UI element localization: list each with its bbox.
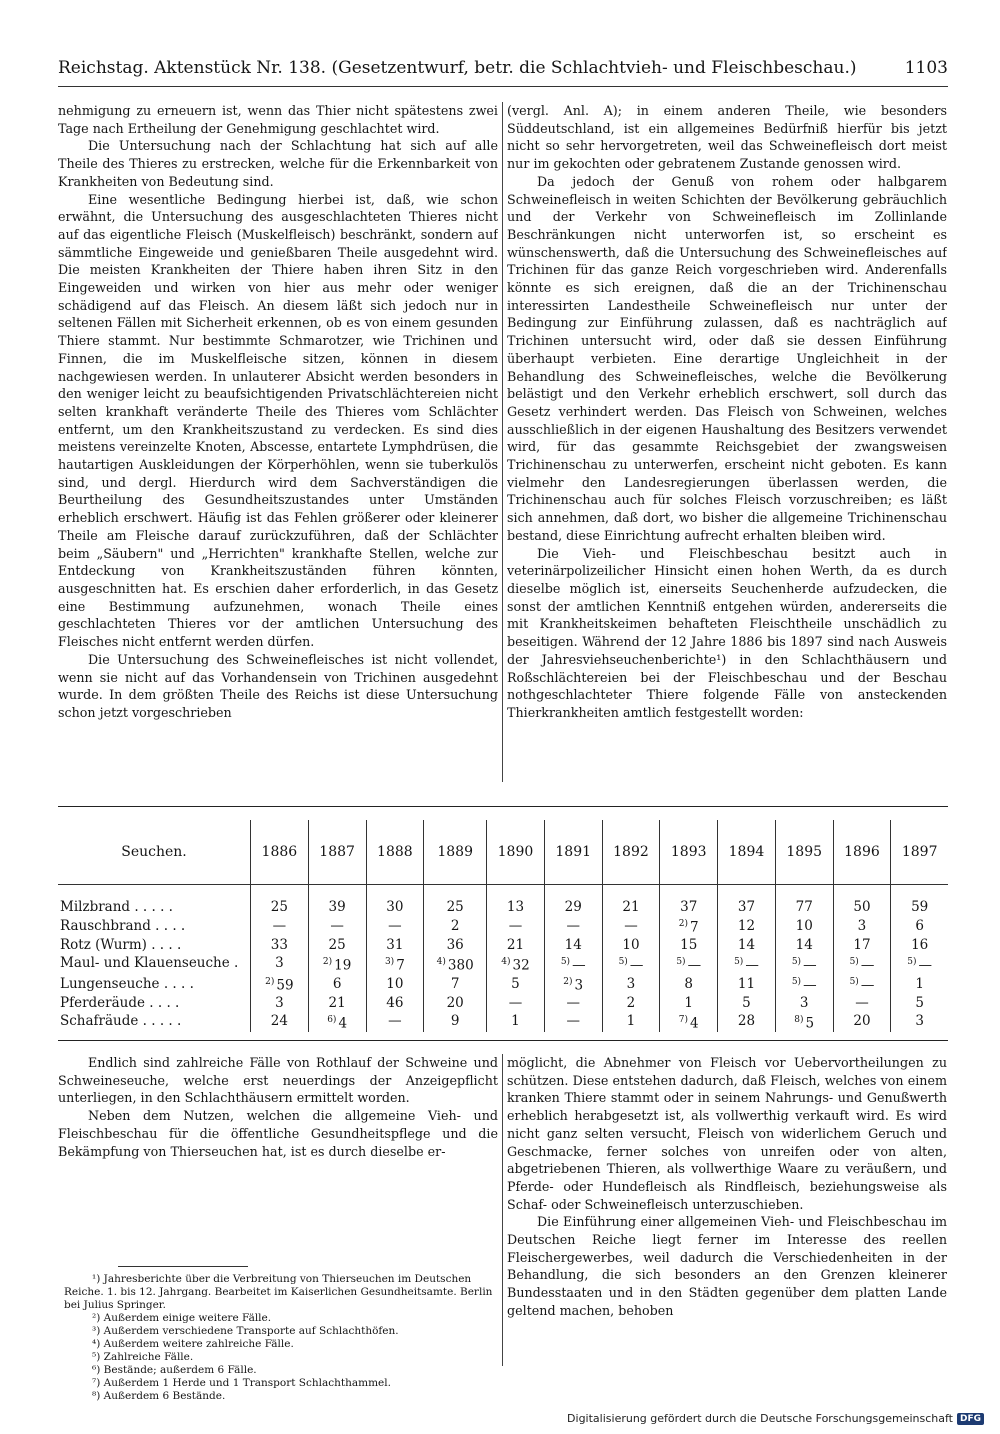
footnotes (58, 1266, 498, 1403)
cell-value: 17 (853, 936, 871, 953)
cell-value: 14 (737, 936, 756, 953)
table-cell (775, 954, 833, 975)
cell-value: 1 (626, 1013, 636, 1030)
table-cell (775, 885, 833, 917)
cell-value: — (330, 917, 344, 934)
table-cell (602, 974, 660, 995)
table-cell (718, 937, 776, 954)
cell-value: — (272, 917, 287, 934)
cell-value: 20 (446, 994, 464, 1011)
table-row (58, 974, 948, 995)
cell-value: — (566, 994, 580, 1011)
year-header: 1886 (251, 820, 309, 885)
cell-value: 50 (853, 899, 871, 915)
footnote: ⁶) Bestände; außerdem 6 Fälle. (92, 1364, 257, 1376)
table-cell (544, 1012, 602, 1033)
footnote-marker: 5) (791, 977, 802, 987)
year-header: 1894 (718, 820, 776, 885)
table-cell (833, 885, 891, 917)
page-header (58, 58, 948, 87)
table-cell (602, 937, 660, 954)
table-cell (366, 995, 424, 1012)
cell-value: — (508, 994, 523, 1011)
table-cell (308, 916, 366, 937)
table-cell (251, 1012, 309, 1033)
cell-value: 5 (742, 994, 751, 1011)
table-cell (602, 885, 660, 917)
table-cell (718, 916, 776, 937)
table-cell (602, 1012, 660, 1033)
disease-label: Schafräude . . . . . (60, 1013, 182, 1030)
cell-value: 11 (737, 975, 756, 992)
table-cell (602, 954, 660, 975)
cell-value: 4 (338, 1015, 348, 1031)
table-cell (833, 954, 891, 975)
paragraph: nehmigung zu erneuern ist, wenn das Thier nicht spätestens zwei Tage nach Ertheilung der Genehmigung geschlachtet wird. (58, 103, 498, 136)
disease-label: Lungenseuche . . . . (60, 975, 194, 992)
table-cell (366, 885, 424, 917)
table-cell (718, 885, 776, 917)
cell-value: 32 (512, 957, 530, 973)
table-cell (308, 885, 366, 917)
table-cell (833, 916, 891, 937)
left-column-top (58, 102, 498, 784)
table-cell (366, 916, 424, 937)
table-cell (660, 916, 718, 937)
table-cell (602, 995, 660, 1012)
footnote-marker: 8) (794, 1014, 804, 1025)
cell-value: 33 (270, 936, 288, 953)
cell-value: 3 (799, 994, 809, 1011)
paragraph: Endlich sind zahlreiche Fälle von Rothlauf der Schweine und Schweineseuche, welche erst neuerdings der Anzeigepflicht unterliegen, in den Schlachthäusern ermittelt worden. (58, 1055, 498, 1106)
table-cell (891, 954, 948, 975)
footnote-marker: 5) (618, 956, 628, 967)
cell-value: 20 (853, 1013, 871, 1030)
footnote-marker: 5) (907, 956, 917, 967)
table-cell (308, 937, 366, 954)
table-cell (660, 974, 718, 995)
column-divider (502, 1054, 503, 1366)
cell-value: 3 (626, 975, 636, 992)
footnote-separator (118, 1266, 248, 1267)
right-column-bottom (507, 1054, 947, 1366)
cell-value: — (388, 917, 402, 934)
left-column-bottom (58, 1054, 498, 1256)
footnote-marker: 4) (501, 956, 511, 967)
cell-value: 21 (328, 994, 346, 1011)
table-cell (718, 974, 776, 995)
table-cell (487, 995, 545, 1012)
footnote-marker: 2) (563, 977, 573, 987)
cell-value: 28 (737, 1013, 756, 1030)
cell-value: 59 (276, 977, 294, 994)
table-cell (308, 954, 366, 975)
footnote-marker: 6) (327, 1014, 337, 1025)
year-header: 1888 (366, 820, 424, 885)
column-divider (502, 102, 503, 782)
table-cell (775, 1012, 833, 1033)
table-bottom-rule (58, 1040, 948, 1041)
table-cell (424, 916, 487, 937)
table-cell (308, 1012, 366, 1033)
cell-value: 2 (450, 917, 460, 934)
cell-value: — (745, 957, 759, 973)
cell-value: 12 (737, 917, 756, 934)
table-cell (660, 995, 718, 1012)
cell-value: 6 (915, 917, 924, 934)
cell-value: 1 (511, 1013, 520, 1030)
cell-value: 37 (680, 899, 698, 915)
table-cell (366, 937, 424, 954)
disease-label: Rotz (Wurm) . . . . (60, 936, 182, 953)
table-header-label: Seuchen. (58, 820, 251, 885)
table-cell (424, 885, 487, 917)
footnote-marker: 5) (849, 977, 859, 987)
table-cell (660, 885, 718, 917)
cell-value: 1 (684, 994, 693, 1011)
cell-value: 3 (857, 917, 867, 934)
table-cell (718, 995, 776, 1012)
cell-value: 380 (447, 957, 474, 973)
table-cell (718, 954, 776, 975)
paragraph: möglicht, die Abnehmer von Fleisch vor Uebervortheilungen zu schützen. Diese entstehen dadurch, daß Fleisch, welches von einem kranken Thiere stammt oder in seinem Nahrungs- und Genußwerth erheblich herabgesetzt ist, als vollwerthig verkauft wird. Es wird nicht ganz selten versucht, Fleisch von widerlichem Geruch und Geschmacke, ferner solches von unreifen oder von alten, abgetriebenen Thieren, als vollwerthige Waare zu veräußern, und Pferde- oder Hundefleisch als Rindfleisch, beziehungsweise als Schaf- oder Schweinefleisch unterzuschieben. (507, 1055, 947, 1212)
footnote-marker: 5) (560, 956, 571, 967)
table-cell (251, 916, 309, 937)
year-header: 1887 (308, 820, 366, 885)
year-header: 1891 (544, 820, 602, 885)
table-cell (251, 974, 309, 995)
table-cell (487, 1012, 545, 1033)
paragraph: Die Untersuchung nach der Schlachtung hat sich auf alle Theile des Thieres zu erstrecken, welche für die Erkennbarkeit von Krankheiten von Bedeutung sind. (58, 138, 498, 189)
table-cell (544, 974, 602, 995)
paragraph: Die Einführung einer allgemeinen Vieh- und Fleischbeschau im Deutschen Reiche liegt ferner im Interesse des reellen Fleischergewerbes, weil dadurch die Verschiedenheiten in der Behandlung, die sich besonders an den Grenzen kleinerer Bundesstaaten und in den Städten gegenüber dem platten Lande geltend machen, behoben (507, 1214, 947, 1318)
table-row (58, 995, 948, 1012)
table-body (58, 885, 948, 1033)
table-cell (544, 995, 602, 1012)
cell-value: — (388, 1013, 402, 1030)
table-cell (366, 954, 424, 975)
cell-value: — (629, 957, 644, 973)
table-cell (660, 954, 718, 975)
footnote: ⁴) Außerdem weitere zahlreiche Fälle. (92, 1338, 294, 1350)
table-cell (544, 885, 602, 917)
cell-value: 14 (564, 936, 582, 953)
cell-value: 7 (690, 919, 699, 936)
table-cell (833, 974, 891, 995)
table-cell (775, 974, 833, 995)
footer-text: Digitalisierung gefördert durch die Deutsche Forschungsgemeinschaft (567, 1412, 953, 1425)
cell-value: 1 (915, 975, 924, 992)
table-cell (424, 954, 487, 975)
page-number: 1103 (904, 58, 948, 78)
cell-value: 25 (270, 899, 288, 915)
cell-value: 3 (275, 994, 284, 1011)
footnote-marker: 5) (849, 956, 859, 967)
footnote: ⁷) Außerdem 1 Herde und 1 Transport Schlachthammel. (92, 1377, 391, 1389)
table-cell (424, 974, 487, 995)
cell-value: 3 (574, 977, 584, 994)
cell-value: 31 (386, 936, 404, 953)
cell-value: 5 (805, 1015, 815, 1031)
cell-value: — (803, 957, 817, 973)
paragraph: Eine wesentliche Bedingung hierbei ist, daß, wie schon erwähnt, die Untersuchung des ausgeschlachteten Thieres nicht auf das eigentliche Fleisch (Muskelfleisch) beschränkt, sondern auf sämmtliche Eingeweide und genießbaren Theile ausgedehnt wird. Die meisten Krankheiten der Thiere haben ihren Sitz in den Eingeweiden und wirken von hier aus mehr oder weniger schädigend auf das Fleisch. An diesem läßt sich jedoch nur in seltenen Fällen mit Sicherheit erkennen, ob es von einem gesunden Thiere stammt. Nur bestimmte Schmarotzer, wie Trichinen und Finnen, die im Muskelfleische sitzen, können in diesem nachgewiesen werden. In unlauterer Absicht werden besonders in den weniger leicht zu beaufsichtigenden Privatschlächtereien nicht selten krankhaft veränderte Theile des Thieres vom Schlächter entfernt, um den Krankheitszustand zu verdecken. Es sind dies meistens vereinzelte Knoten, Abscesse, entartete Lymphdrüsen, die hautartigen Auskleidungen der Körperhöhlen, wenn sie tuberkulös sind, und dergl. Hierdurch wird dem Sachverständigen die Beurtheilung des Gesundheitszustandes unter Umständen erheblich erschwert. Häufig ist das Fehlen größerer oder kleinerer Theile am Fleische darauf zurückzuführen, daß der Schlächter beim „Säubern" und „Herrichten" krankhafte Stellen, welche zur Entdeckung von Krankheitszuständen führen könnten, ausgeschnitten hat. Es erschien daher erforderlich, in das Gesetz eine Bestimmung aufzunehmen, wonach Theile eines geschlachteten Thieres vor der amtlichen Untersuchung des Fleisches nicht entfernt werden dürfen. (58, 191, 498, 650)
cell-value: 24 (270, 1013, 288, 1030)
table-cell (487, 974, 545, 995)
table-cell (775, 995, 833, 1012)
cell-value: — (860, 957, 875, 973)
cell-value: 46 (386, 994, 404, 1011)
year-header: 1896 (833, 820, 891, 885)
table-cell (891, 937, 948, 954)
table-row (58, 1012, 948, 1033)
table-cell (891, 1012, 948, 1033)
cell-value: — (855, 994, 869, 1011)
footnote-marker: 5) (734, 956, 744, 967)
footnote-marker: 4) (436, 956, 446, 967)
paragraph: (vergl. Anl. A); in einem anderen Theile, wie besonders Süddeutschland, ist ein allgemeines Bedürfniß hierfür bis jetzt nicht so sehr hervorgetreten, weil das Schweinefleisch dort meist nur im gekochten oder gebratenem Zustande genossen wird. (507, 103, 947, 172)
cell-value: 59 (911, 899, 929, 915)
table-cell (891, 995, 948, 1012)
table-cell (833, 937, 891, 954)
table-cell (366, 1012, 424, 1033)
cell-value: — (572, 957, 586, 973)
table-cell (660, 1012, 718, 1033)
footnote: ⁵) Zahlreiche Fälle. (92, 1351, 194, 1363)
table-cell (308, 974, 366, 995)
footnote-marker: 2) (265, 977, 275, 987)
table-cell (487, 937, 545, 954)
year-header: 1895 (775, 820, 833, 885)
footnote-marker: 5) (676, 956, 686, 967)
cell-value: 15 (680, 936, 698, 953)
table-cell (891, 916, 948, 937)
disease-label: Maul- und Klauenseuche . (60, 955, 239, 972)
footnote-marker: 5) (791, 956, 802, 967)
table-row (58, 954, 948, 975)
disease-label: Pferderäude . . . . (60, 994, 180, 1011)
cell-value: 3 (915, 1013, 924, 1030)
footnote: ⁸) Außerdem 6 Bestände. (92, 1390, 226, 1402)
table-row (58, 937, 948, 954)
cell-value: — (803, 977, 817, 994)
table-cell (602, 916, 660, 937)
table-cell (251, 937, 309, 954)
table-cell (891, 885, 948, 917)
dfg-logo: DFG (957, 1413, 984, 1425)
digitization-footer (567, 1412, 984, 1425)
year-header: 1890 (487, 820, 545, 885)
cell-value: — (918, 957, 933, 973)
table-cell (775, 937, 833, 954)
cell-value: 10 (795, 917, 813, 934)
disease-label: Rauschbrand . . . . (60, 917, 186, 934)
table-cell (544, 954, 602, 975)
cell-value: 19 (334, 957, 352, 973)
table-cell (487, 954, 545, 975)
table-cell (833, 1012, 891, 1033)
table-cell (891, 974, 948, 995)
footnote: ¹) Jahresberichte über die Verbreitung von Thierseuchen im Deutschen Reiche. 1. bis 12. Jahrgang. Bearbeitet im Kaiserlichen Gesundheitsamte. Berlin bei Julius Springer. (64, 1273, 493, 1311)
cell-value: — (687, 957, 702, 973)
cell-value: 29 (564, 899, 582, 915)
table-header-row (58, 820, 948, 885)
table-row (58, 885, 948, 917)
cell-value: 7 (450, 975, 460, 992)
table-cell (487, 916, 545, 937)
cell-value: 4 (690, 1015, 699, 1031)
cell-value: — (860, 977, 875, 994)
table-cell (251, 995, 309, 1012)
footnote-marker: 7) (678, 1014, 689, 1025)
table-cell (487, 885, 545, 917)
cell-value: 21 (622, 899, 640, 915)
cell-value: 25 (446, 899, 464, 915)
year-header: 1893 (660, 820, 718, 885)
disease-statistics-table (58, 820, 948, 1032)
cell-value: — (624, 917, 638, 934)
cell-value: 10 (386, 975, 404, 992)
table-cell (833, 995, 891, 1012)
cell-value: 36 (446, 936, 464, 953)
cell-value: 5 (511, 975, 520, 992)
paragraph: Neben dem Nutzen, welchen die allgemeine Vieh- und Fleischbeschau für die öffentliche Gesundheitspflege und die Bekämpfung von Thierseuchen hat, ist es durch dieselbe er- (58, 1108, 498, 1159)
cell-value: 8 (684, 975, 693, 992)
header-title: Reichstag. Aktenstück Nr. 138. (Gesetzentwurf, betr. die Schlachtvieh- und Fleischbeschau.) (58, 58, 857, 78)
footnote-marker: 2) (322, 956, 333, 967)
table-row (58, 916, 948, 937)
table-cell (251, 954, 309, 975)
table-cell (660, 937, 718, 954)
paragraph: Die Untersuchung des Schweinefleisches ist nicht vollendet, wenn sie nicht auf das Vorhandensein von Trichinen ausgedehnt wurde. In dem größten Theile des Reichs ist diese Untersuchung schon jetzt vorgeschrieben (58, 651, 498, 720)
cell-value: 14 (795, 936, 813, 953)
cell-value: 16 (911, 936, 929, 953)
cell-value: — (566, 1013, 580, 1030)
footnote-marker: 3) (384, 956, 395, 967)
cell-value: 39 (328, 899, 346, 915)
table-cell (308, 995, 366, 1012)
cell-value: 77 (795, 899, 813, 915)
table-cell (251, 885, 309, 917)
cell-value: 21 (506, 936, 525, 953)
cell-value: 10 (622, 936, 640, 953)
right-column-top (507, 102, 947, 784)
table-cell (775, 916, 833, 937)
footnote-marker: 2) (678, 919, 689, 929)
paragraph: Da jedoch der Genuß von rohem oder halbgarem Schweinefleisch in weiten Schichten der Bevölkerung gebräuchlich und der Verkehr von Schweinefleisch im Zollinlande Beschränkungen nicht unterworfen ist, so erscheint es wünschenswerth, daß die Untersuchung des Schweinefleisches auf Trichinen für das ganze Reich vorgeschrieben wird. Anderenfalls könnte es sich ereignen, daß die an der Trichinenschau interessirten Landestheile Schweinefleisch nur unter der Bedingung zur Einführung zulassen, daß es nachträglich auf Trichinen untersucht wird, oder daß sie dessen Einführung überhaupt verbieten. Eine derartige Ungleichheit in der Behandlung des Schweinefleisches, welche die Bevölkerung belästigt und den Verkehr erheblich erschwert, soll durch das Gesetz verhindert werden. Das Fleisch von Schweinen, welches ausschließlich in der eigenen Haushaltung des Besitzers verwendet wird, für das gesammte Reichsgebiet der zwangsweisen Trichinenschau zu unterwerfen, erscheint nicht geboten. Es kann vielmehr den Landesregierungen überlassen werden, die Trichinenschau auch für solches Fleisch vorzuschreiben; es läßt sich annehmen, daß dort, wo bisher die allgemeine Trichinenschau bestand, diese Einrichtung aufrecht erhalten bleiben wird. (507, 173, 947, 543)
table-cell (366, 974, 424, 995)
table-cell (424, 937, 487, 954)
cell-value: 7 (396, 957, 405, 973)
cell-value: 6 (332, 975, 342, 992)
table-cell (544, 937, 602, 954)
cell-value: 25 (328, 936, 346, 953)
cell-value: 37 (737, 899, 756, 915)
paragraph: Die Vieh- und Fleischbeschau besitzt auch in veterinärpolizeilicher Hinsicht einen hohen Werth, da es durch dieselbe möglich ist, einerseits Seuchenherde aufzudecken, die sonst der amtlichen Kenntniß entgehen würden, andererseits die mit Krankheitskeimen behafteten Fleischtheile unschädlich zu beseitigen. Während der 12 Jahre 1886 bis 1897 sind nach Ausweis der Jahresviehseuchenberichte¹) in den Schlachthäusern und Roßschlächtereien bei der Fleischbeschau und der Beschau nothgeschlachteter Thiere folgende Fälle von ansteckenden Thierkrankheiten amtlich festgestellt worden: (507, 545, 947, 720)
year-header: 1897 (891, 820, 948, 885)
footnote: ³) Außerdem verschiedene Transporte auf Schlachthöfen. (92, 1325, 399, 1337)
cell-value: — (566, 917, 580, 934)
table-cell (544, 916, 602, 937)
table-cell (424, 995, 487, 1012)
table-cell (424, 1012, 487, 1033)
cell-value: 9 (450, 1013, 460, 1030)
cell-value: 5 (915, 994, 924, 1011)
cell-value: 3 (275, 955, 284, 972)
cell-value: 2 (626, 994, 636, 1011)
cell-value: — (508, 917, 523, 934)
year-header: 1889 (424, 820, 487, 885)
cell-value: 13 (506, 899, 525, 915)
table-top-rule (58, 806, 948, 807)
footnote: ²) Außerdem einige weitere Fälle. (92, 1312, 272, 1324)
disease-label: Milzbrand . . . . . (60, 899, 173, 915)
year-header: 1892 (602, 820, 660, 885)
table-cell (718, 1012, 776, 1033)
cell-value: 30 (386, 899, 404, 915)
